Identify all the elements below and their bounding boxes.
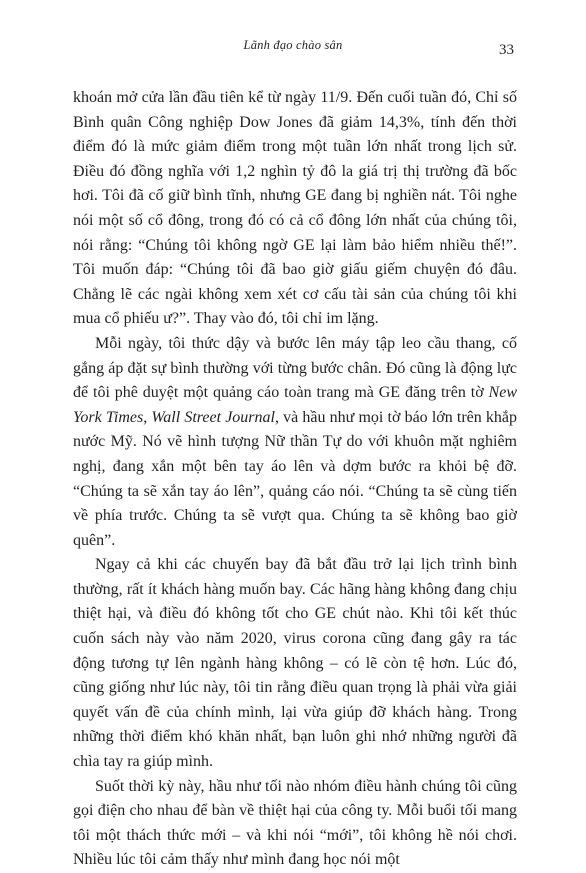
newspaper-title: New York Times xyxy=(73,384,517,426)
paragraph-3 xyxy=(73,553,517,774)
paragraph-text: khoán mở cửa lần đầu tiên kể từ ngày 11/9. Đến cuối tuần đó, Chỉ số Bình quân Công nghiệp Dow Jones đã giảm 14,3%, tính đến thời điểm đó là mức giảm điểm trong một tuần lớn nhất trong lịch sử. Điều đó đồng nghĩa với 1,2 nghìn tỷ đô la giá trị thị trường đã bốc hơi. Tôi đã cố giữ bình tĩnh, nhưng GE đang bị nghiền nát. Tôi nghe nói một số cổ đông, trong đó có cả cổ đông lớn nhất của chúng tôi, nói rằng: “Chúng tôi không ngờ GE lại làm bảo hiểm nhiều thế!”. Tôi muốn đáp: “Chúng tôi đã bao giờ giấu giếm chuyện đó đâu. Chẳng lẽ các ngài không xem xét cơ cấu tài sản của chúng tôi khi mua cổ phiếu ư?”. Thay vào đó, tôi chỉ im lặng. xyxy=(73,89,517,328)
running-title: Lãnh đạo chào sân xyxy=(243,38,343,52)
paragraph-text: Suốt thời kỳ này, hầu như tối nào nhóm điều hành chúng tôi cũng gọi điện cho nhau để bàn về thiệt hại của công ty. Mỗi buổi tối mang tôi một thách thức mới – và khi nói “mới”, tôi không hề nói chơi. Nhiều lúc tôi cảm thấy như mình đang học nói một xyxy=(73,777,517,869)
body-text xyxy=(73,86,517,873)
paragraph-text: Mỗi ngày, tôi thức dậy và bước lên máy tập leo cầu thang, cố gắng áp đặt sự bình thường với từng bước chân. Đó cũng là động lực để tôi phê duyệt một quảng cáo toàn trang mà GE đăng trên tờ xyxy=(73,334,517,402)
newspaper-title: Wall Street Journal xyxy=(151,408,275,426)
paragraph-text: Ngay cả khi các chuyến bay đã bắt đầu trở lại lịch trình bình thường, rất ít khách hàng muốn bay. Các hãng hàng không đang chịu thiệt hại, và điều đó không tốt cho GE chút nào. Khi tôi kết thúc cuốn sách này vào năm 2020, virus corona cũng đang gây ra tác động tương tự lên ngành hàng không – có lẽ còn tệ hơn. Lúc đó, cũng giống như lúc này, tôi tin rằng điều quan trọng là phải vừa giải quyết vấn đề của chính mình, lại vừa giúp đỡ khách hàng. Trong những thời điểm khó khăn nhất, bạn luôn ghi nhớ những người đã chìa tay ra giúp mình. xyxy=(73,556,517,771)
page-number: 33 xyxy=(499,42,514,58)
paragraph-4 xyxy=(73,775,517,873)
paragraph-2 xyxy=(73,332,517,553)
paragraph-text: , xyxy=(143,408,152,426)
paragraph-1 xyxy=(73,86,517,332)
paragraph-text: , và hầu như mọi tờ báo lớn trên khắp nước Mỹ. Nó vẽ hình tượng Nữ thần Tự do với khuôn mặt nghiêm nghị, đang xắn một bên tay áo lên và dợm bước ra khỏi bệ đỡ. “Chúng ta sẽ xắn tay áo lên”, quảng cáo nói. “Chúng ta sẽ cùng tiến về phía trước. Chúng ta sẽ vượt qua. Chúng ta sẽ không bao giờ quên”. xyxy=(73,408,518,549)
